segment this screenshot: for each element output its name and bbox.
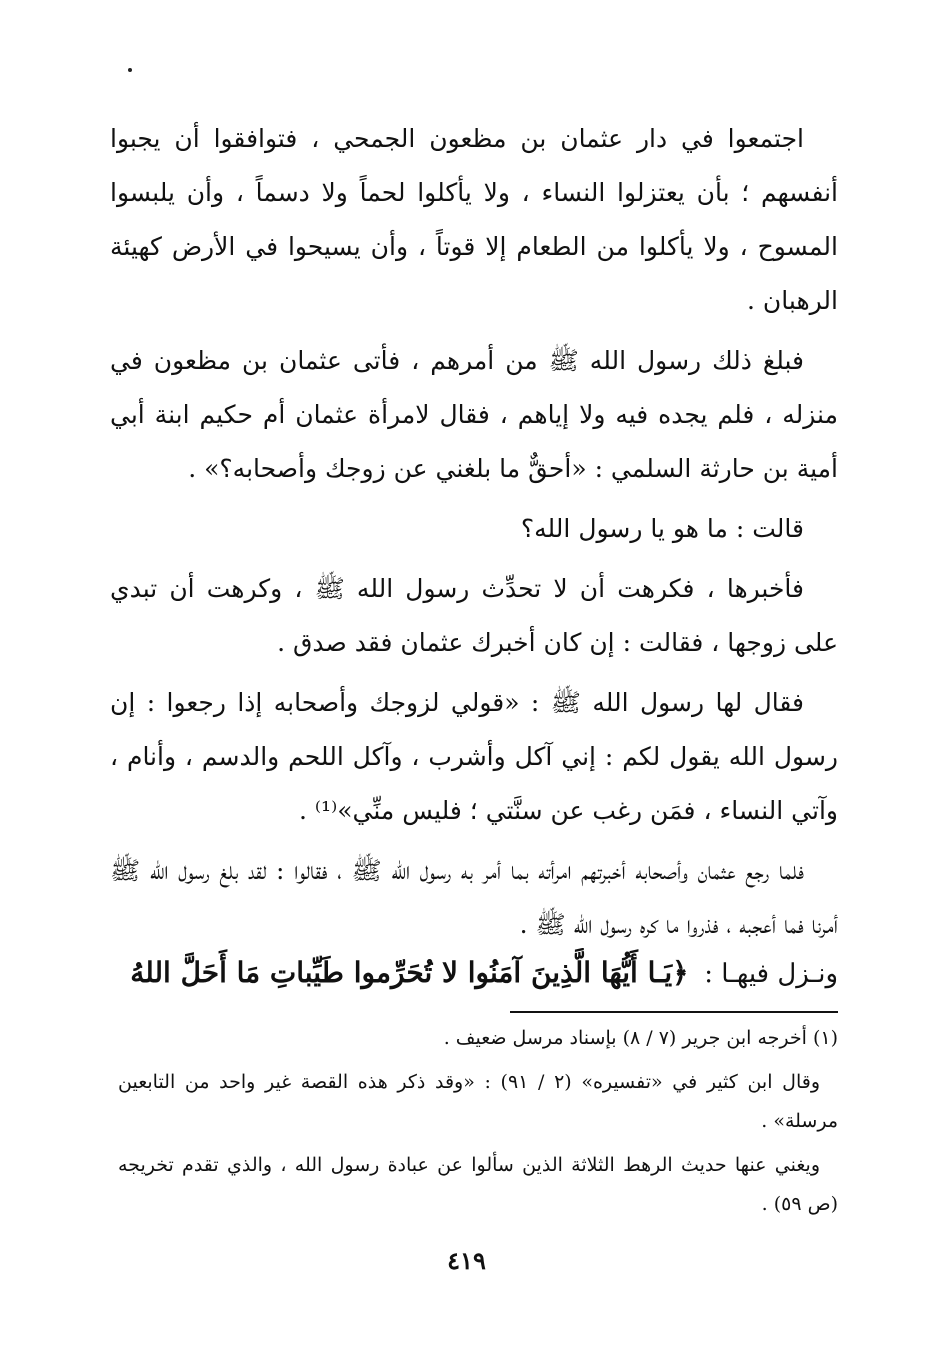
paragraph-prophet-reply: فقال لها رسول الله ﷺ : «قولي لزوجك وأصحابه إذا رجعوا : إن رسول الله يقول لكم : إني آكل وأشرب ، وآكل اللحم والدسم ، وأنام ، وآتي النساء ، فمَن رغب عن سنَّتي ؛ فليس منِّي»⁽¹⁾ . — [110, 688, 838, 825]
revelation-line — [110, 948, 838, 999]
revelation-lead: ونـزل فيهـا : — [704, 959, 838, 989]
ink-dot — [128, 68, 132, 72]
page-number: ٤١٩ — [447, 1246, 486, 1275]
footnote-alternative-hadith: ويغني عنها حديث الرهط الثلاثة الذين سألوا عن عبادة رسول الله ، والذي تقدم تخريجه (ص ٥٩) . — [118, 1154, 838, 1215]
footnote-1: (١) أخرجه ابن جرير (٧ / ٨) بإسناد مرسل ضعيف . — [443, 1027, 838, 1049]
paragraph-gathering: اجتمعوا في دار عثمان بن مظعون الجمحي ، فتوافقوا أن يجبوا أنفسهم ؛ بأن يعتزلوا النساء ، ولا يأكلوا لحماً ولا دسماً ، وأن يلبسوا المسوح ، ولا يأكلوا من الطعام إلا قوتاً ، وأن يسيحوا في الأرض كهيئة الرهبان . — [110, 124, 838, 315]
footnote-ibn-kathir: وقال ابن كثير في «تفسيره» (٢ / ٩١) : «وقد ذكر هذه القصة غير واحد من التابعين مرسلة» . — [118, 1071, 838, 1132]
paragraph-she-informed: فأخبرها ، فكرهت أن لا تحدِّث رسول الله ﷺ ، وكرهت أن تبدي على زوجها ، فقالت : إن كان أخبرك عثمان فقد صدق . — [110, 574, 838, 657]
footnotes — [118, 1019, 838, 1229]
paragraph-prophet-visit: فبلغ ذلك رسول الله ﷺ من أمرهم ، فأتى عثمان بن مظعون في منزله ، فلم يجده فيه ولا إياهم ، فقال لامرأة عثمان أم حكيم ابنة أبي أمية بن حارثة السلمي : «أحقٌّ ما بلغني عن زوجك وأصحابه؟» . — [110, 346, 838, 483]
paragraph-companions-return: فلما رجع عثمان وأصحابه أخبرتهم امرأته بما أمر به رسول الله ﷺ ، فقالوا : لقد بلغ رسول الله ﷺ أمرنا فما أعجبه ، فذروا ما كره رسول الله ﷺ . — [110, 856, 838, 939]
quran-verse: ﴿يَـا أَيُّهَا الَّذِينَ آمَنُوا لا تُحَرِّموا طَيِّباتِ مَا أَحَلَّ اللهُ — [130, 956, 689, 989]
main-text — [110, 112, 838, 958]
paragraph-she-asked: قالت : ما هو يا رسول الله؟ — [520, 514, 804, 543]
footnote-divider — [510, 1011, 838, 1013]
